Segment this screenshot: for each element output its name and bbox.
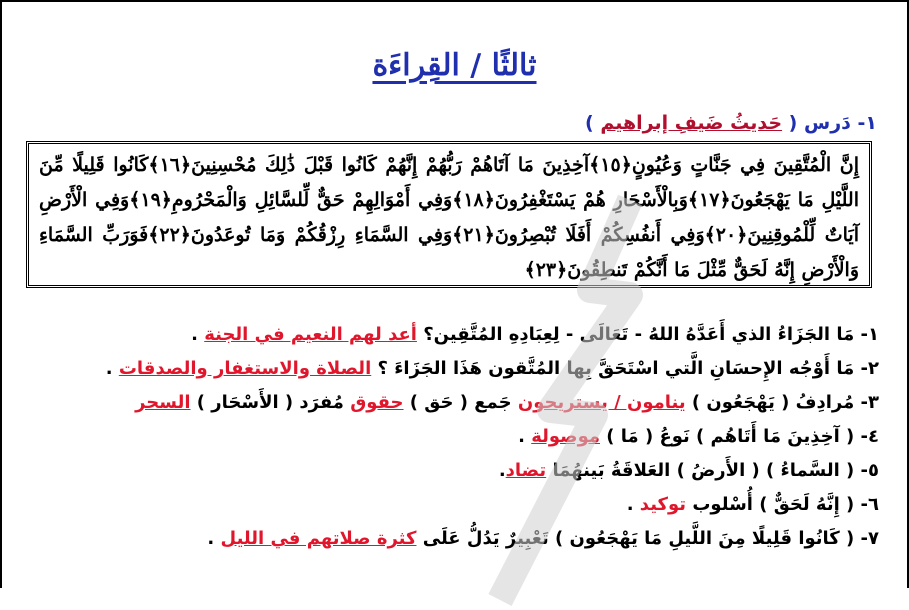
answer-text: السحر (135, 392, 191, 413)
answer-text: ينامون / يستريحون (517, 392, 686, 413)
question-text: ٢- مَا أَوْجُه الإِحسَانِ الَّتي اسْتَحَقَّ بِها المُتَّقون هَذَا الجَزَاءَ ؟ (377, 358, 879, 379)
question-text: ٥- ( السَّماءُ ) ( الأَرضُ ) العَلاقَةُ بَينهُمَا (552, 460, 879, 481)
answer-text: موصولة (531, 426, 601, 447)
lesson-close: ) (585, 112, 594, 134)
question-text: ٣- مُرادِفُ ( يَهْجَعُون ) (691, 392, 879, 413)
lesson-number: ١- دَرس ( (788, 112, 877, 134)
lesson-heading (585, 112, 877, 134)
question-4 (19, 420, 879, 454)
answer-text: تضاد (505, 460, 547, 481)
question-text: مُفرَد ( الأَسْحَار ) (190, 392, 344, 413)
question-text: ٦- ( إِنَّهُ لَحَقٌّ ) أُسْلوب (692, 494, 879, 515)
quran-verses-text: إِنَّ الْمُتَّقِينَ فِي جَنَّاتٍ وَعُيُونٍ﴿١٥﴾آخِذِينَ مَا آتَاهُمْ رَبُّهُمْ إِنَّهُمْ كَانُوا قَبْلَ ذَٰلِكَ مُحْسِنِينَ﴿١٦﴾كَانُوا قَلِيلًا مِّنَ اللَّيْلِ مَا يَهْجَعُونَ﴿١٧﴾وَبِالْأَسْحَارِ هُمْ يَسْتَغْفِرُونَ﴿١٨﴾وَفِي أَمْوَالِهِمْ حَقٌّ لِّلسَّائِلِ وَالْمَحْرُومِ﴿١٩﴾وَفِي الْأَرْضِ آيَاتٌ لِّلْمُوقِنِينَ﴿٢٠﴾وَفِي أَنفُسِكُمْ أَفَلَا تُبْصِرُونَ﴿٢١﴾وَفِي السَّمَاءِ رِزْقُكُمْ وَمَا تُوعَدُونَ﴿٢٢﴾فَوَرَبِّ السَّمَاءِ وَالْأَرْضِ إِنَّهُ لَحَقٌّ مِّثْلَ مَا أَنَّكُمْ تَنطِقُونَ﴿٢٣﴾ (39, 154, 860, 281)
question-tail: . (207, 528, 221, 549)
lesson-name: حَديثُ ضَيفِ إبراهيم (600, 112, 783, 134)
question-2 (19, 352, 879, 386)
question-tail: . (518, 426, 532, 447)
question-text: ٧- ( كَانُوا قَلِيلًا مِنَ اللَّيلِ مَا يَهْجَعُون ) تَعْبِيرٌ يَدُلُّ عَلَى (422, 528, 879, 549)
question-tail: . (105, 358, 119, 379)
page-border-top (0, 0, 909, 2)
answer-text: أعد لهم النعيم في الجنة (204, 324, 417, 345)
answer-text: توكيد (639, 494, 687, 515)
question-3 (19, 386, 879, 420)
question-text: ٤- ( آخِذِينَ مَا أَتَاهُم ) نَوعُ ( مَا ) (606, 426, 879, 447)
question-tail: . (626, 494, 640, 515)
question-6 (19, 488, 879, 522)
question-1 (19, 318, 879, 352)
question-tail: . (191, 324, 205, 345)
page-border-left (0, 0, 2, 588)
quran-verses-box (26, 141, 872, 288)
answer-text: الصلاة والاستغفار والصدقات (118, 358, 372, 379)
section-title: ثالثًا / القِراءَة (372, 48, 537, 83)
question-text: ١- مَا الجَزَاءُ الذي أَعَدَّهُ اللهُ - تَعَالَى - لِعِبَادِهِ المُتَّقِين؟ (423, 324, 879, 345)
question-7 (19, 522, 879, 556)
question-5 (19, 454, 879, 488)
questions-list (19, 318, 879, 556)
question-text: جَمع ( حَق ) (403, 392, 512, 413)
answer-text: كثرة صلاتهم في الليل (220, 528, 417, 549)
question-tail: . (498, 460, 506, 481)
answer-text: حقوق (350, 392, 404, 413)
